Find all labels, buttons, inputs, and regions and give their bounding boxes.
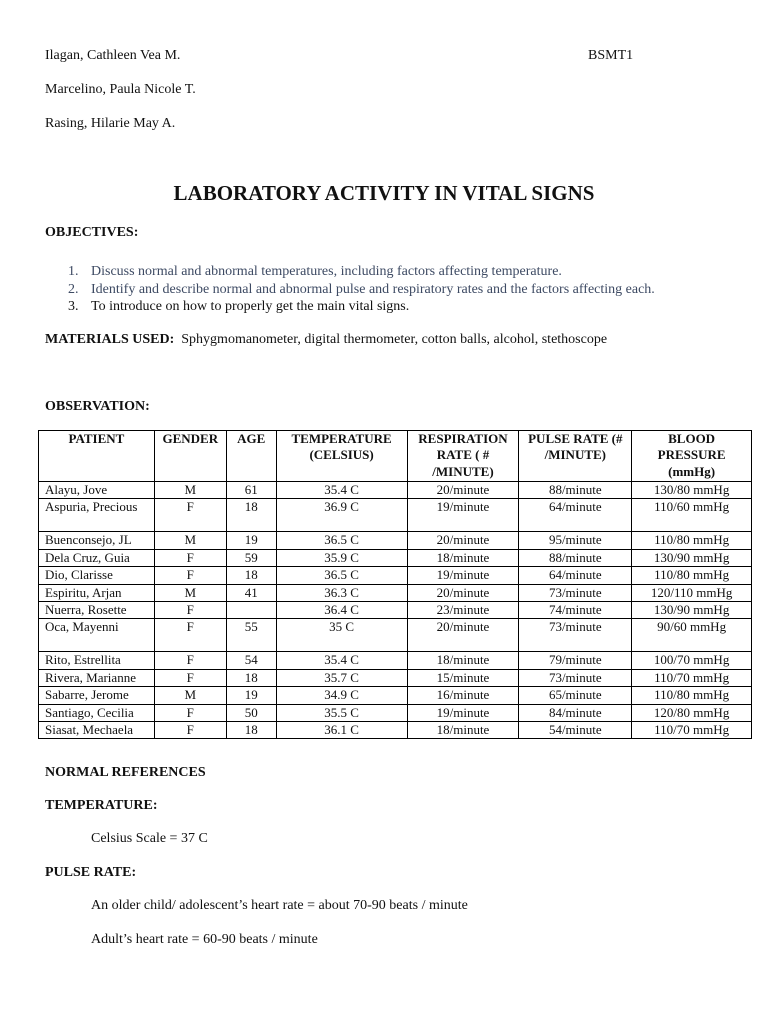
cell-respiration: 18/minute: [407, 549, 519, 566]
cell-age: 18: [226, 722, 276, 739]
cell-blood-pressure: 110/60 mmHg: [632, 499, 752, 532]
cell-age: 18: [226, 567, 276, 584]
table-row: [39, 619, 752, 652]
cell-age: 59: [226, 549, 276, 566]
cell-respiration: 18/minute: [407, 652, 519, 669]
cell-gender: M: [154, 687, 226, 704]
pulse-reference-child: An older child/ adolescent’s heart rate = about 70-90 beats / minute: [91, 898, 468, 913]
vital-signs-table: [38, 430, 752, 739]
objective-number: 3.: [68, 299, 79, 314]
cell-pulse: 73/minute: [519, 584, 632, 601]
author-2: Marcelino, Paula Nicole T.: [45, 82, 196, 97]
temperature-heading: TEMPERATURE:: [45, 798, 158, 813]
column-header-age: AGE: [226, 431, 276, 482]
cell-gender: F: [154, 549, 226, 566]
table-row: [39, 499, 752, 532]
cell-pulse: 64/minute: [519, 567, 632, 584]
cell-gender: F: [154, 567, 226, 584]
cell-patient: Nuerra, Rosette: [39, 602, 155, 619]
cell-pulse: 65/minute: [519, 687, 632, 704]
cell-gender: F: [154, 669, 226, 686]
materials-text: Sphygmomanometer, digital thermometer, cotton balls, alcohol, stethoscope: [181, 332, 608, 347]
references-heading: NORMAL REFERENCES: [45, 765, 206, 780]
cell-temperature: 36.3 C: [276, 584, 407, 601]
cell-age: 41: [226, 584, 276, 601]
cell-pulse: 74/minute: [519, 602, 632, 619]
author-1: Ilagan, Cathleen Vea M.: [45, 48, 181, 63]
table-row: [39, 602, 752, 619]
table-row: [39, 669, 752, 686]
cell-temperature: 36.5 C: [276, 532, 407, 549]
cell-blood-pressure: 120/80 mmHg: [632, 704, 752, 721]
page-title: LABORATORY ACTIVITY IN VITAL SIGNS: [173, 181, 595, 205]
table-row: [39, 567, 752, 584]
cell-patient: Alayu, Jove: [39, 482, 155, 499]
cell-respiration: 20/minute: [407, 584, 519, 601]
cell-age: 55: [226, 619, 276, 652]
column-header-pulse: PULSE RATE (# /MINUTE): [519, 431, 632, 482]
cell-gender: F: [154, 652, 226, 669]
cell-age: [226, 602, 276, 619]
cell-pulse: 95/minute: [519, 532, 632, 549]
cell-temperature: 36.5 C: [276, 567, 407, 584]
table-row: [39, 652, 752, 669]
pulse-heading: PULSE RATE:: [45, 865, 137, 880]
table-row: [39, 687, 752, 704]
cell-patient: Buenconsejo, JL: [39, 532, 155, 549]
cell-blood-pressure: 130/90 mmHg: [632, 602, 752, 619]
cell-age: 19: [226, 687, 276, 704]
table-header-row: [39, 431, 752, 482]
cell-temperature: 36.9 C: [276, 499, 407, 532]
cell-age: 18: [226, 499, 276, 532]
cell-patient: Espiritu, Arjan: [39, 584, 155, 601]
author-3: Rasing, Hilarie May A.: [45, 116, 176, 131]
cell-respiration: 19/minute: [407, 567, 519, 584]
cell-patient: Oca, Mayenni: [39, 619, 155, 652]
cell-blood-pressure: 110/70 mmHg: [632, 669, 752, 686]
cell-gender: F: [154, 499, 226, 532]
objective-item: Identify and describe normal and abnormal pulse and respiratory rates and the factors affecting each.: [91, 282, 655, 297]
cell-patient: Rito, Estrellita: [39, 652, 155, 669]
cell-blood-pressure: 120/110 mmHg: [632, 584, 752, 601]
cell-blood-pressure: 110/80 mmHg: [632, 687, 752, 704]
cell-temperature: 35.7 C: [276, 669, 407, 686]
cell-blood-pressure: 130/90 mmHg: [632, 549, 752, 566]
cell-blood-pressure: 130/80 mmHg: [632, 482, 752, 499]
cell-gender: M: [154, 584, 226, 601]
cell-respiration: 19/minute: [407, 499, 519, 532]
cell-age: 54: [226, 652, 276, 669]
cell-respiration: 20/minute: [407, 532, 519, 549]
cell-pulse: 88/minute: [519, 482, 632, 499]
cell-patient: Dio, Clarisse: [39, 567, 155, 584]
cell-respiration: 20/minute: [407, 619, 519, 652]
cell-temperature: 35.4 C: [276, 482, 407, 499]
cell-respiration: 23/minute: [407, 602, 519, 619]
cell-gender: F: [154, 722, 226, 739]
cell-gender: M: [154, 532, 226, 549]
cell-temperature: 35.9 C: [276, 549, 407, 566]
cell-temperature: 34.9 C: [276, 687, 407, 704]
cell-blood-pressure: 110/70 mmHg: [632, 722, 752, 739]
materials-label: MATERIALS USED:: [45, 332, 175, 347]
cell-pulse: 64/minute: [519, 499, 632, 532]
cell-patient: Aspuria, Precious: [39, 499, 155, 532]
cell-temperature: 36.4 C: [276, 602, 407, 619]
cell-pulse: 88/minute: [519, 549, 632, 566]
cell-age: 19: [226, 532, 276, 549]
section-label: BSMT1: [588, 48, 634, 63]
cell-blood-pressure: 110/80 mmHg: [632, 532, 752, 549]
table-row: [39, 722, 752, 739]
pulse-reference-adult: Adult’s heart rate = 60-90 beats / minute: [91, 932, 318, 947]
cell-respiration: 15/minute: [407, 669, 519, 686]
table-row: [39, 549, 752, 566]
objective-number: 1.: [68, 264, 79, 279]
cell-temperature: 36.1 C: [276, 722, 407, 739]
cell-gender: F: [154, 602, 226, 619]
objective-item: To introduce on how to properly get the main vital signs.: [91, 299, 410, 314]
cell-blood-pressure: 110/80 mmHg: [632, 567, 752, 584]
cell-respiration: 19/minute: [407, 704, 519, 721]
cell-patient: Santiago, Cecilia: [39, 704, 155, 721]
cell-temperature: 35.5 C: [276, 704, 407, 721]
cell-patient: Dela Cruz, Guia: [39, 549, 155, 566]
column-header-respiration: RESPIRATION RATE ( # /MINUTE): [407, 431, 519, 482]
cell-pulse: 84/minute: [519, 704, 632, 721]
objectives-heading: OBJECTIVES:: [45, 225, 139, 240]
objective-number: 2.: [68, 282, 79, 297]
column-header-patient: PATIENT: [39, 431, 155, 482]
cell-pulse: 73/minute: [519, 669, 632, 686]
temperature-reference: Celsius Scale = 37 C: [91, 831, 208, 846]
cell-pulse: 79/minute: [519, 652, 632, 669]
cell-pulse: 73/minute: [519, 619, 632, 652]
cell-temperature: 35 C: [276, 619, 407, 652]
cell-age: 50: [226, 704, 276, 721]
cell-respiration: 16/minute: [407, 687, 519, 704]
cell-respiration: 18/minute: [407, 722, 519, 739]
objective-item: Discuss normal and abnormal temperatures, including factors affecting temperature.: [91, 264, 562, 279]
materials-line: [45, 332, 607, 348]
cell-gender: F: [154, 704, 226, 721]
column-header-temperature: TEMPERATURE (CELSIUS): [276, 431, 407, 482]
cell-pulse: 54/minute: [519, 722, 632, 739]
table-row: [39, 532, 752, 549]
cell-age: 61: [226, 482, 276, 499]
observation-heading: OBSERVATION:: [45, 399, 150, 414]
cell-temperature: 35.4 C: [276, 652, 407, 669]
table-row: [39, 704, 752, 721]
cell-blood-pressure: 100/70 mmHg: [632, 652, 752, 669]
cell-gender: F: [154, 619, 226, 652]
cell-patient: Sabarre, Jerome: [39, 687, 155, 704]
cell-age: 18: [226, 669, 276, 686]
table-row: [39, 584, 752, 601]
cell-gender: M: [154, 482, 226, 499]
cell-patient: Rivera, Marianne: [39, 669, 155, 686]
table-row: [39, 482, 752, 499]
cell-blood-pressure: 90/60 mmHg: [632, 619, 752, 652]
cell-patient: Siasat, Mechaela: [39, 722, 155, 739]
cell-respiration: 20/minute: [407, 482, 519, 499]
column-header-blood-pressure: BLOOD PRESSURE (mmHg): [632, 431, 752, 482]
column-header-gender: GENDER: [154, 431, 226, 482]
